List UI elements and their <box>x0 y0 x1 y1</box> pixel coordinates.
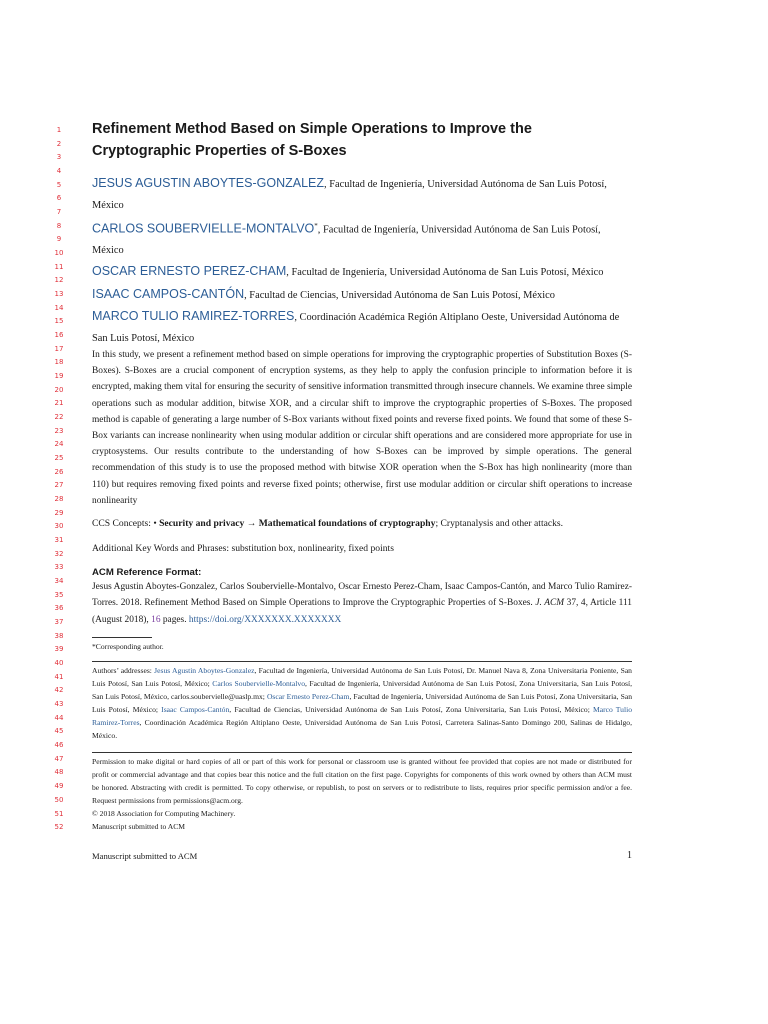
line-number: 41 <box>54 672 64 681</box>
page-count[interactable]: 16 <box>151 614 161 625</box>
line-number: 17 <box>54 344 64 353</box>
author-name[interactable]: ISAAC CAMPOS-CANTÓN <box>92 286 245 301</box>
line-number: 46 <box>54 741 64 750</box>
addresses-label: Authors’ addresses: <box>92 666 152 675</box>
author-name[interactable]: JESUS AGUSTIN ABOYTES-GONZALEZ <box>92 176 324 190</box>
reference-format-heading: ACM Reference Format: <box>92 567 202 578</box>
line-number: 36 <box>54 604 64 613</box>
line-number: 16 <box>54 331 64 340</box>
line-number: 31 <box>54 536 64 545</box>
author-affiliation: , Facultad de Ingeniería, Universidad Autónoma de San Luis Potosí, México <box>92 179 607 211</box>
author-entry <box>92 173 632 216</box>
author-affiliation: , Facultad de Ingeniería, Universidad Autónoma de San Luis Potosí, México <box>286 267 604 279</box>
line-number-gutter <box>0 0 70 1024</box>
address-text: , Facultad de Ingeniería, Universidad Autónoma de San Luis Potosí, Zona Universitaria, San Luis Potosí, México; <box>92 692 632 715</box>
doi-link[interactable]: https://doi.org/XXXXXXX.XXXXXXX <box>188 614 342 625</box>
line-number: 32 <box>54 549 64 558</box>
line-number: 39 <box>54 645 64 654</box>
ccs-secondary: ; Cryptanalysis and other attacks. <box>435 518 564 529</box>
ccs-concepts <box>92 517 632 531</box>
journal-name: J. ACM <box>535 598 565 609</box>
copyright-line: © 2018 Association for Computing Machinery. <box>92 809 236 819</box>
line-number: 48 <box>54 768 64 777</box>
authors-addresses <box>92 664 632 743</box>
volume-info: 37, 4, Article 111 (August 2018), <box>92 598 632 625</box>
line-number: 12 <box>54 276 64 285</box>
line-number: 8 <box>56 221 62 230</box>
ccs-primary: Security and privacy → Mathematical foundations of cryptography <box>159 518 436 529</box>
author-affiliation: , Coordinación Académica Región Altiplano Oeste, Universidad Autónoma de San Luis Potosí, México <box>92 312 620 344</box>
addresses-rule <box>92 661 632 662</box>
line-number: 40 <box>54 659 64 668</box>
line-number: 30 <box>54 522 64 531</box>
paper-title: Refinement Method Based on Simple Operations to Improve the Cryptographic Properties of S-Boxes <box>92 121 532 159</box>
reference-format-text <box>92 579 632 628</box>
keywords: Additional Key Words and Phrases: substitution box, nonlinearity, fixed points <box>92 543 394 554</box>
line-number: 23 <box>54 426 64 435</box>
author-name[interactable]: MARCO TULIO RAMIREZ-TORRES <box>92 309 295 324</box>
line-number: 27 <box>54 481 64 490</box>
line-number: 45 <box>54 727 64 736</box>
ccs-bullet: • <box>153 518 157 529</box>
line-number: 14 <box>54 303 64 312</box>
corresponding-mark: * <box>314 222 318 230</box>
line-number: 15 <box>54 317 64 326</box>
address-text: , Facultad de Ingeniería, Universidad Autónoma de San Luis Potosí, Dr. Manuel Nava 8, Zona Universitaria Poniente, San Luis Potosí, San Luis Potosí, México; <box>92 666 632 689</box>
author-entry <box>92 306 632 349</box>
address-author-link[interactable]: Carlos Soubervielle-Montalvo <box>212 679 305 689</box>
footer-left: Manuscript submitted to ACM <box>92 851 198 861</box>
author-entry <box>92 261 632 284</box>
line-number: 26 <box>54 467 64 476</box>
line-number: 52 <box>54 823 64 832</box>
line-number: 38 <box>54 631 64 640</box>
line-number: 1 <box>56 126 62 134</box>
line-number: 22 <box>54 413 64 422</box>
address-author-link[interactable]: Isaac Campos-Cantón <box>161 705 230 715</box>
line-number: 33 <box>54 563 64 572</box>
line-number: 11 <box>54 262 64 271</box>
line-number: 21 <box>54 399 64 408</box>
address-text: , Facultad de Ciencias, Universidad Autónoma de San Luis Potosí, Zona Universitaria, San Luis Potosí, México; <box>229 705 590 715</box>
line-number: 50 <box>54 795 64 804</box>
permission-rule <box>92 752 632 753</box>
line-number: 37 <box>54 618 64 627</box>
address-author-link[interactable]: Oscar Ernesto Perez-Cham <box>266 692 350 702</box>
line-number: 4 <box>56 167 62 175</box>
submitted-note: Manuscript submitted to ACM <box>92 822 186 832</box>
pages-word: pages. <box>162 614 187 625</box>
ccs-label: CCS Concepts: <box>92 518 151 529</box>
author-affiliation: , Facultad de Ciencias, Universidad Autónoma de San Luis Potosí, México <box>244 289 555 301</box>
footnote-rule <box>92 637 152 638</box>
author-entry <box>92 216 632 261</box>
line-number: 5 <box>56 180 62 189</box>
line-number: 35 <box>54 590 64 599</box>
line-number: 47 <box>54 754 64 763</box>
line-number: 42 <box>54 686 64 695</box>
line-number: 51 <box>54 809 64 818</box>
line-number: 34 <box>54 577 64 586</box>
line-number: 20 <box>54 385 64 394</box>
author-affiliation: , Facultad de Ingeniería, Universidad Autónoma de San Luis Potosí, México <box>92 224 601 256</box>
author-entry <box>92 284 632 307</box>
line-number: 13 <box>54 290 64 299</box>
address-text: , Facultad de Ingeniería, Universidad Autónoma de San Luis Potosí, Zona Universitaria, San Luis Potosí, San Luis Potosí, México, carlos.soubervielle@uaslp.mx; <box>92 679 632 702</box>
address-author-link[interactable]: Marco Tulio Ramirez-Torres <box>92 705 632 728</box>
reference-format <box>92 567 632 628</box>
line-number: 25 <box>54 454 64 463</box>
permission-notice <box>92 755 632 834</box>
line-number: 3 <box>56 153 62 162</box>
page-number: 1 <box>627 850 632 861</box>
reference-citation: Jesus Agustin Aboytes-Gonzalez, Carlos Soubervielle-Montalvo, Oscar Ernesto Perez-Cham, Isaac Campos-Cantón, and Marco Tulio Ramirez-Torres. 2018. Refinement Method Based on Simple Operations to Improve the Cryptographic Properties of S-Boxes. <box>92 582 632 609</box>
line-number: 44 <box>54 713 64 722</box>
line-number: 10 <box>54 249 64 258</box>
author-name[interactable]: CARLOS SOUBERVIELLE-MONTALVO <box>92 221 315 236</box>
line-number: 28 <box>54 495 64 504</box>
line-number: 7 <box>56 208 62 217</box>
line-number: 24 <box>54 440 64 449</box>
author-name[interactable]: OSCAR ERNESTO PEREZ-CHAM <box>92 264 287 279</box>
line-number: 29 <box>54 508 64 517</box>
line-number: 18 <box>54 358 64 367</box>
line-number: 2 <box>56 139 62 148</box>
line-number: 43 <box>54 700 64 709</box>
line-number: 49 <box>54 782 64 791</box>
permission-text: Permission to make digital or hard copies of all or part of this work for personal or classroom use is granted without fee provided that copies are not made or distributed for profit or commercial advantage and that copies bear this notice and the full citation on the first page. Copyrights for components of this work owned by others than ACM must be honored. Abstracting with credit is permitted. To copy otherwise, or republish, to post on servers or to redistribute to lists, requires prior specific permission and/or a fee. Request permissions from permissions@acm.org. <box>92 757 632 806</box>
address-author-link[interactable]: Jesus Agustin Aboytes-Gonzalez <box>154 666 255 675</box>
address-text: , Coordinación Académica Región Altiplano Oeste, Universidad Autónoma de San Luis Potosí, Carretera Salinas-Santo Domingo 200, Salinas de Hidalgo, México. <box>92 718 632 741</box>
line-number: 9 <box>56 235 62 244</box>
line-number: 19 <box>54 372 64 381</box>
author-list <box>92 173 632 349</box>
abstract: In this study, we present a refinement method based on simple operations for improving the cryptographic properties of Substitution Boxes (S-Boxes). S-Boxes are a crucial component of encryption systems, as they help to apply the confusion principle to information before it is encrypted, making them vital for ensuring the security of sensitive information transmitted through insecure channels. We examine three simple operations such as modular addition, bitwise XOR, and a circular shift to improve the cryptographic properties of S-Boxes. The proposed method is capable of generating a large number of S-Box variants without fixed points and reverse fixed points. We found that some of these S-Box variants can increase nonlinearity when using modular addition or circular shift operations and are considered more appropriate for use in cryptosystems. Our results contribute to the understanding of how S-Boxes can be improved by simple operations. The general recommendation of this study is to use the proposed method with bitwise XOR operation when the S-Box has high nonlinearity (more than 110) but requires removing fixed points and reverse fixed points; otherwise, first use modular addition or circular shift operations to increase nonlinearity <box>92 350 632 506</box>
corresponding-author-note: *Corresponding author. <box>92 642 164 651</box>
line-number: 6 <box>56 194 62 203</box>
